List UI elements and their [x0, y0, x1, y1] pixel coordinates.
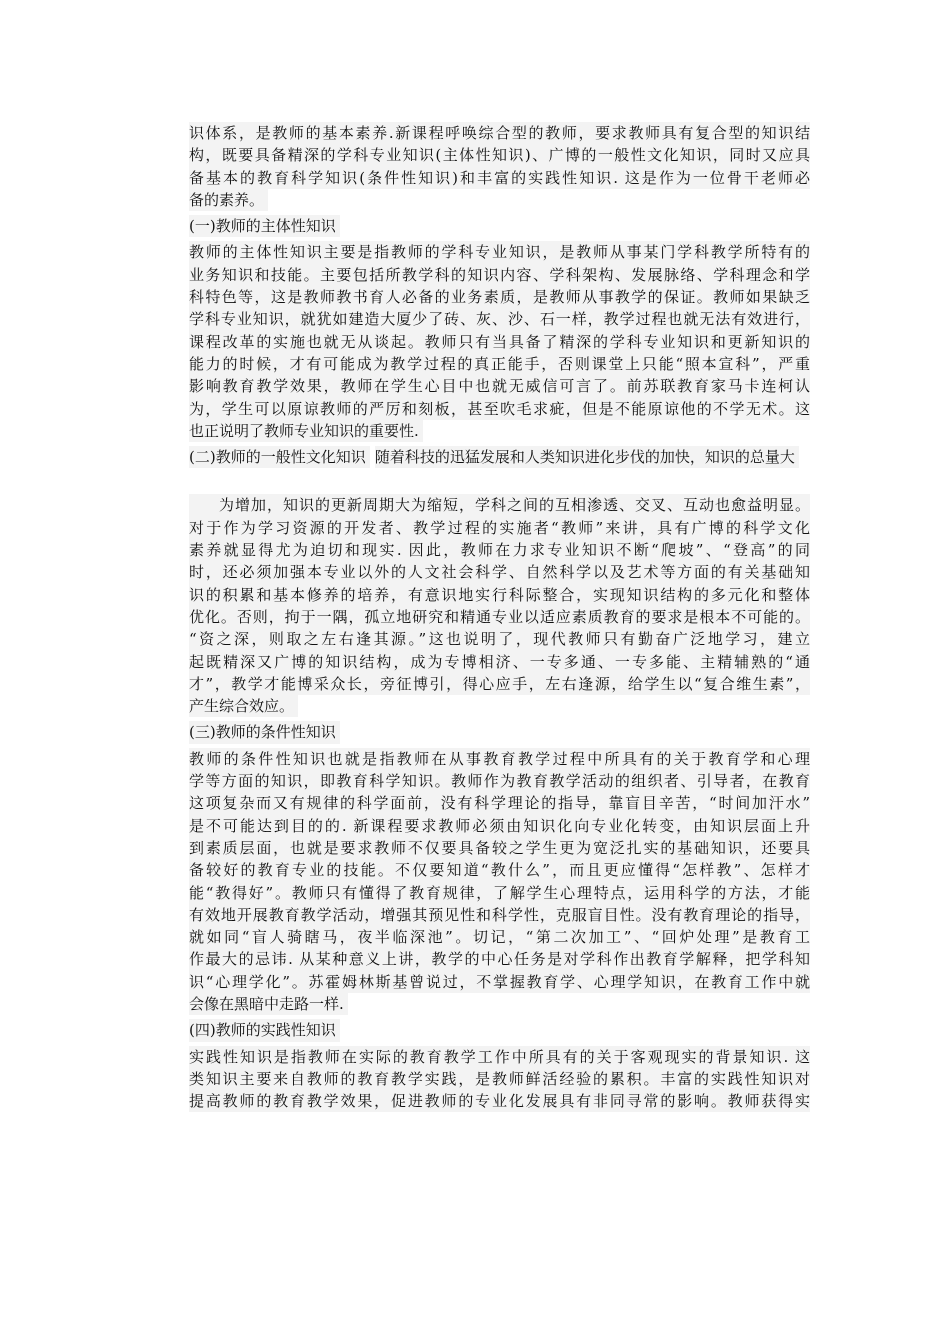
section-heading-2: (二)教师的一般性文化知识: [189, 446, 370, 468]
text-line: 识“心理学化”。苏霍姆林斯基曾说过，不掌握教育学、心理学知识，在教育工作中就: [189, 971, 810, 993]
text-line: 备的素养。: [189, 189, 268, 211]
paragraph-conditional-knowledge: [189, 748, 810, 1020]
text-line: 时，还必须加强本专业以外的人文社会科学、自然科学以及艺术等方面的有关基础知: [189, 561, 810, 583]
text-line: 是不可能达到目的的. 新课程要求教师必须由知识化向专业化转变，由知识层面上升: [189, 815, 810, 837]
paragraph-practical-knowledge: [189, 1046, 810, 1113]
text-line: 实践性知识是指教师在实际的教育教学工作中所具有的关于客观现实的背景知识. 这: [189, 1046, 810, 1068]
text-line: 备较好的教育专业的技能。不仅要知道“教什么”，而且更应懂得“怎样教”、怎样才: [189, 859, 810, 881]
section-heading-3: (三)教师的条件性知识: [189, 721, 340, 743]
text-line: 备基本的教育科学知识(条件性知识)和丰富的实践性知识. 这是作为一位骨干老师必: [189, 167, 810, 189]
text-line: 业务知识和技能。主要包括所教学科的知识内容、学科架构、发展脉络、学科理念和学: [189, 264, 810, 286]
text-line: 影响教育教学效果，教师在学生心目中也就无威信可言了。前苏联教育家马卡连柯认: [189, 375, 810, 397]
text-line: 能力的时候，才有可能成为教学过程的真正能手，否则课堂上只能“照本宣科”，严重: [189, 353, 810, 375]
text-line: 才”，教学才能博采众长，旁征博引，得心应手，左右逢源，给学生以“复合维生素”，: [189, 673, 810, 695]
paragraph-intro: [189, 122, 810, 215]
text-line: 就如同“盲人骑瞎马，夜半临深池”。切记，“第二次加工”、“回炉处理”是教育工: [189, 926, 810, 948]
text-line: 这项复杂而又有规律的科学面前，没有科学理论的指导，靠盲目辛苦，“时间加汗水”: [189, 792, 810, 814]
section-heading-4: (四)教师的实践性知识: [189, 1019, 340, 1041]
text-line: 提高教师的教育教学效果，促进教师的专业化发展具有非同寻常的影响。教师获得实: [189, 1090, 810, 1112]
text-line: 学科专业知识，就犹如建造大厦少了砖、灰、沙、石一样，教学过程也就无法有效进行，: [189, 308, 810, 330]
text-line: 起既精深又广博的知识结构，成为专博相济、一专多通、一专多能、主精辅熟的“通: [189, 651, 810, 673]
paragraph-subject-knowledge: [189, 241, 810, 446]
text-line: 为，学生可以原谅教师的严厉和刻板，甚至吹毛求疵，但是不能原谅他的不学无术。这: [189, 398, 810, 420]
text-line: 也正说明了教师专业知识的重要性.: [189, 420, 423, 442]
text-line: 素养就显得尤为迫切和现实. 因此，教师在力求专业知识不断“爬坡”、“登高”的同: [189, 539, 810, 561]
text-line: 优化。否则，拘于一隅，孤立地研究和精通专业以适应素质教育的要求是根本不可能的。: [189, 606, 810, 628]
text-line: 到素质层面，也就是要求教师不仅要具备较之学生更为宽泛扎实的基础知识，还要具: [189, 837, 810, 859]
paragraph-general-culture: [189, 494, 810, 721]
text-line: 学等方面的知识，即教育科学知识。教师作为教育教学活动的组织者、引导者，在教育: [189, 770, 810, 792]
text-line: 会像在黑暗中走路一样.: [189, 993, 348, 1015]
paragraph-gap: [189, 472, 810, 494]
text-line: 类知识主要来自教师的教育教学实践，是教师鲜活经验的累积。丰富的实践性知识对: [189, 1068, 810, 1090]
text-line: “资之深，则取之左右逢其源。”这也说明了，现代教师只有勤奋广泛地学习，建立: [189, 628, 810, 650]
text-line: 有效地开展教育教学活动，增强其预见性和科学性，克服盲目性。没有教育理论的指导，: [189, 904, 810, 926]
document-body: [189, 122, 810, 1112]
text-line: 为增加，知识的更新周期大为缩短，学科之间的互相渗透、交叉、互动也愈益明显。: [189, 494, 810, 516]
text-line: 课程改革的实施也就无从谈起。教师只有当具备了精深的学科专业知识和更新知识的: [189, 331, 810, 353]
text-line: 识的积累和基本修养的培养，有意识地实行科际整合，实现知识结构的多元化和整体: [189, 584, 810, 606]
text-line: 产生综合效应。: [189, 695, 298, 717]
paragraph-general-culture-first-line: 随着科技的迅猛发展和人类知识进化步伐的加快，知识的总量大: [375, 446, 799, 468]
text-line: 科特色等，这是教师教书育人必备的业务素质，是教师从事教学的保证。教师如果缺乏: [189, 286, 810, 308]
text-line: 识体系，是教师的基本素养.新课程呼唤综合型的教师，要求教师具有复合型的知识结: [189, 122, 810, 144]
text-line: 构，既要具备精深的学科专业知识(主体性知识)、广博的一般性文化知识，同时又应具: [189, 144, 810, 166]
text-line: 对于作为学习资源的开发者、教学过程的实施者“教师”来讲，具有广博的科学文化: [189, 517, 810, 539]
text-line: 能“教得好”。教师只有懂得了教育规律，了解学生心理特点，运用科学的方法，才能: [189, 882, 810, 904]
text-line: 教师的条件性知识也就是指教师在从事教育教学过程中所具有的关于教育学和心理: [189, 748, 810, 770]
text-line: 作最大的忌讳. 从某种意义上讲，教学的中心任务是对学科作出教育学解释，把学科知: [189, 948, 810, 970]
section-heading-1: (一)教师的主体性知识: [189, 215, 340, 237]
text-line: 教师的主体性知识主要是指教师的学科专业知识，是教师从事某门学科教学所特有的: [189, 241, 810, 263]
